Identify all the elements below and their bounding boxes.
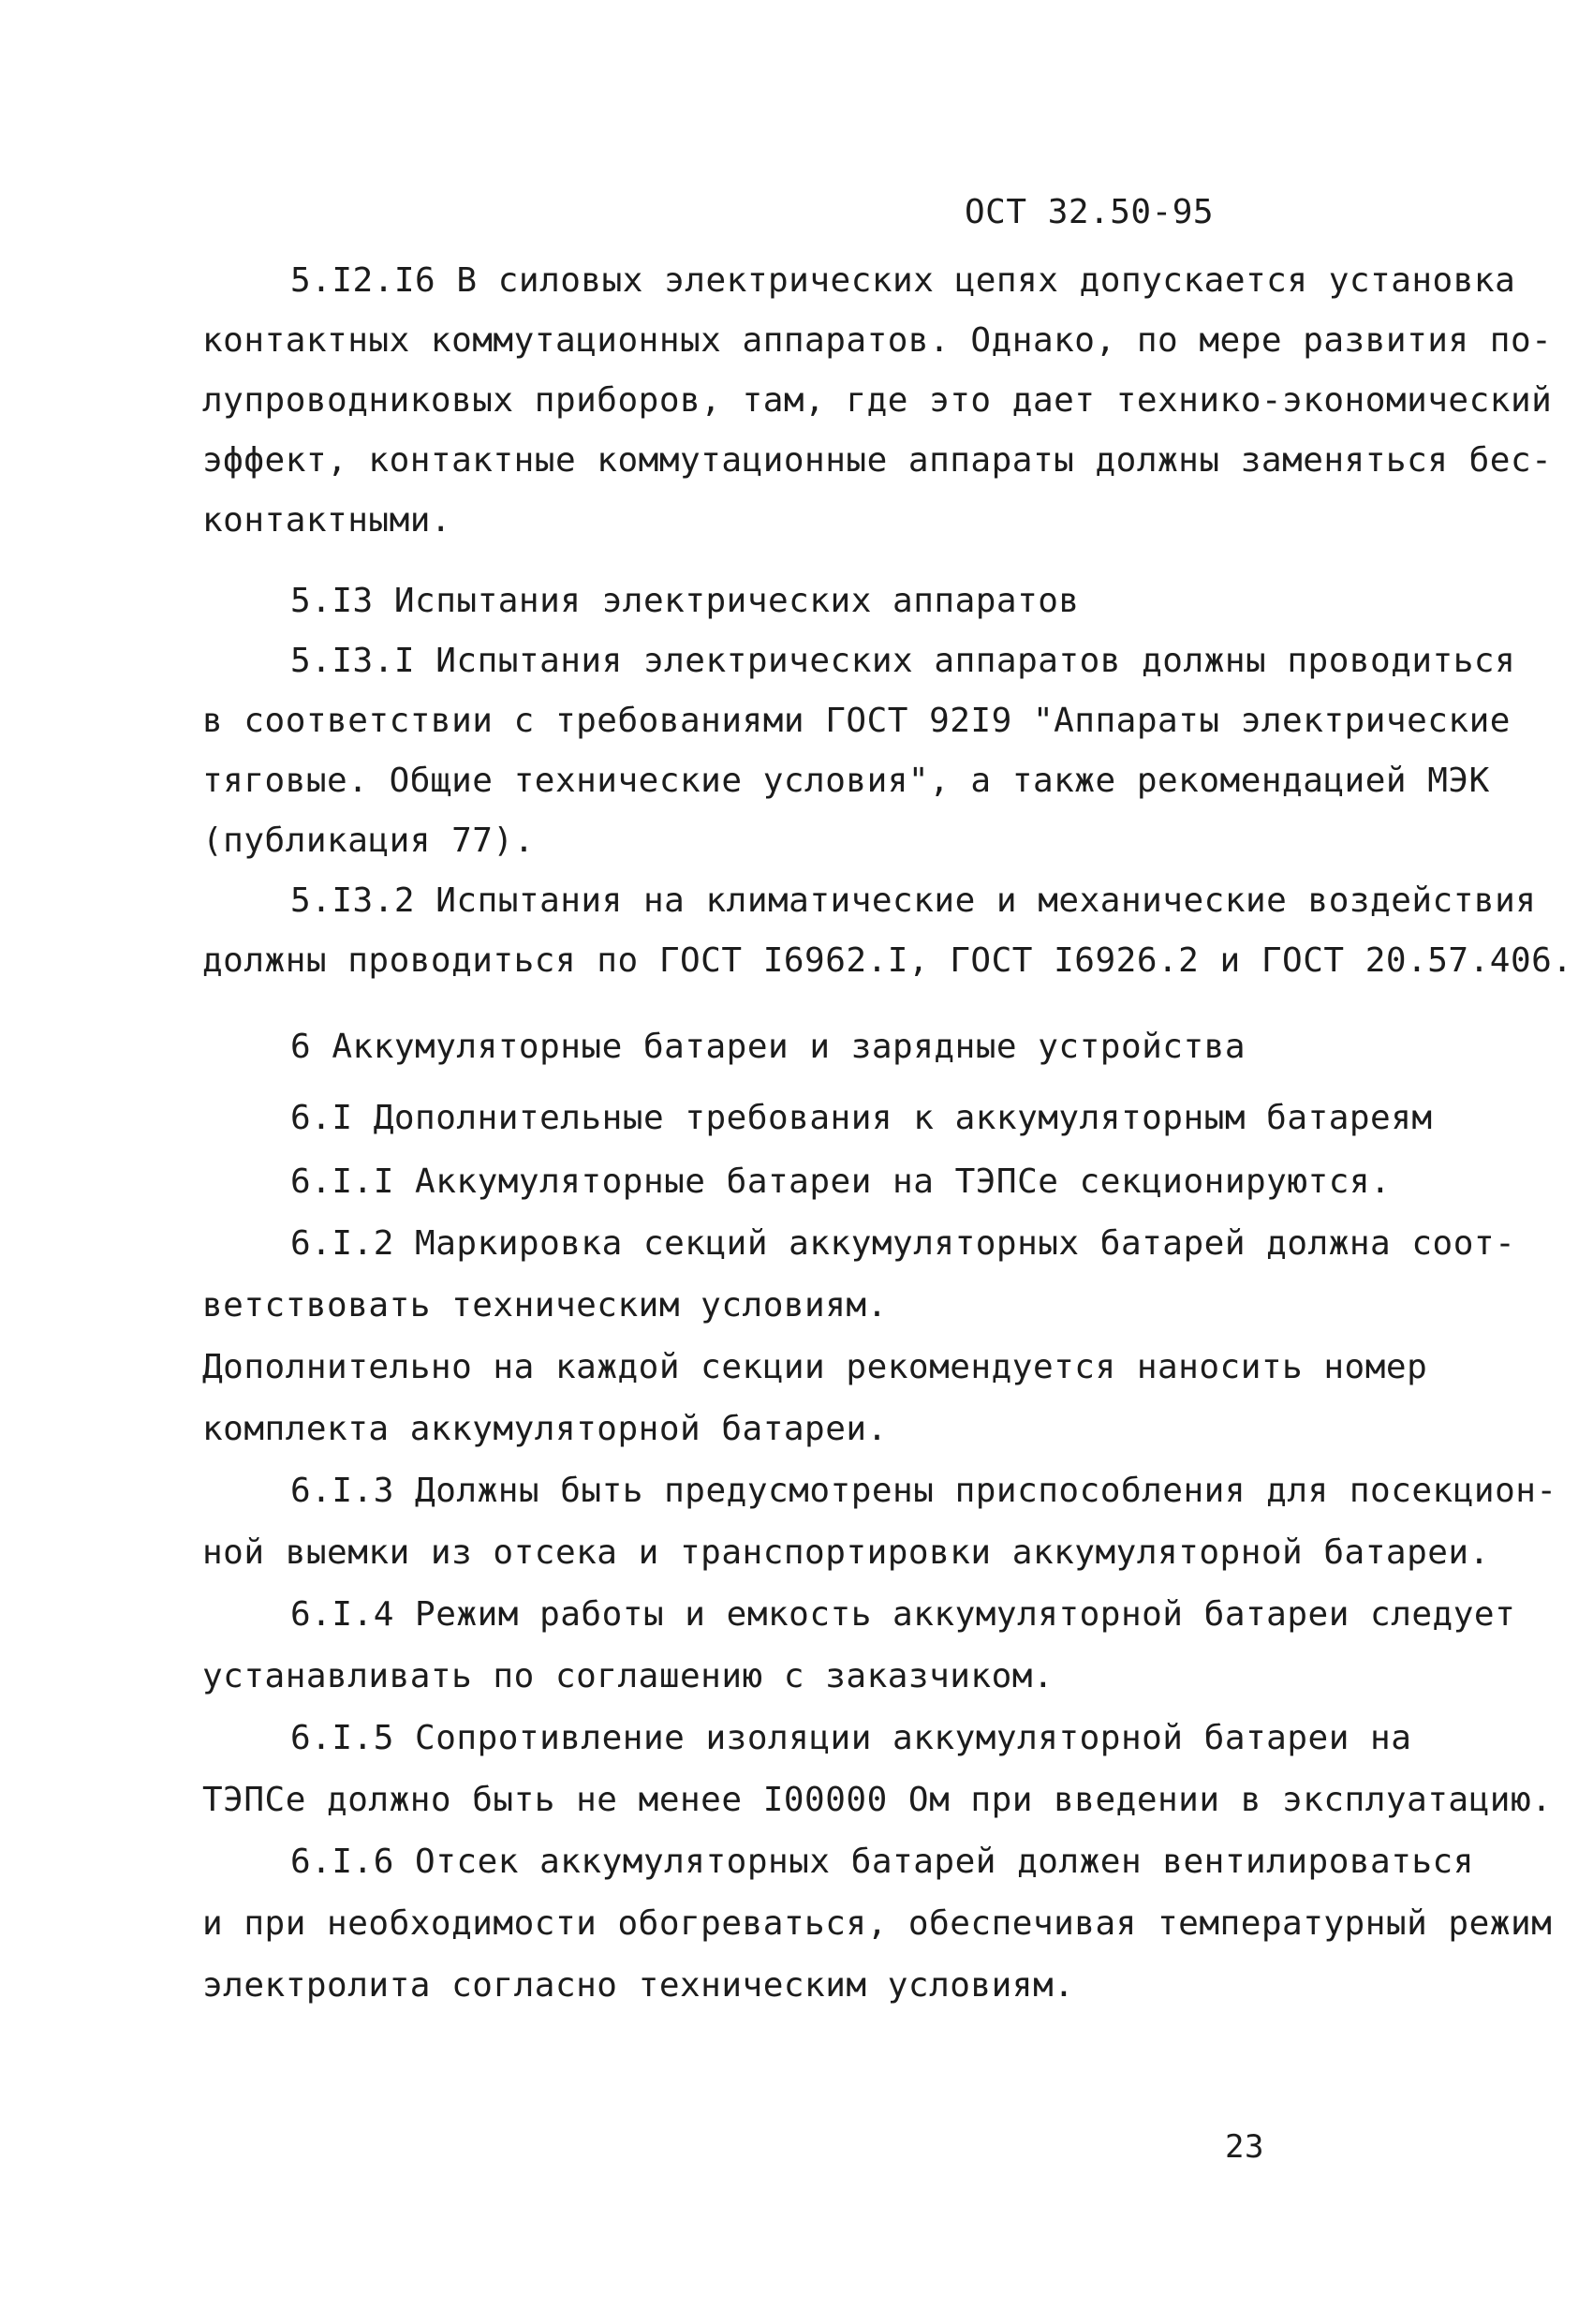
- text-line: (публикация 77).: [202, 822, 535, 860]
- text-line: должны проводиться по ГОСТ I6962.I, ГОСТ I6926.2 и ГОСТ 20.57.406.: [202, 941, 1573, 980]
- text-line: ной выемки из отсека и транспортировки аккумуляторной батареи.: [202, 1533, 1490, 1572]
- text-line: ТЭПСе должно быть не менее I00000 Ом при введении в эксплуатацию.: [202, 1781, 1553, 1819]
- text-line: контактных коммутационных аппаратов. Однако, по мере развития по-: [202, 321, 1553, 360]
- subsection-heading: 6.I Дополнительные требования к аккумуляторным батареям: [290, 1099, 1433, 1137]
- section-heading: 5.I3 Испытания электрических аппаратов: [290, 582, 1080, 620]
- document-header: ОСТ 32.50-95: [965, 193, 1215, 231]
- text-line: 6.I.I Аккумуляторные батареи на ТЭПСе секционируются.: [290, 1162, 1392, 1201]
- text-line: тяговые. Общие технические условия", а также рекомендацией МЭК: [202, 762, 1490, 800]
- text-line: 6.I.3 Должны быть предусмотрены приспособления для посекцион-: [290, 1472, 1557, 1510]
- text-line: 5.I2.I6 В силовых электрических цепях допускается установка: [290, 261, 1516, 300]
- text-line: контактными.: [202, 501, 452, 540]
- text-line: электролита согласно техническим условиям.: [202, 1966, 1075, 2005]
- text-line: устанавливать по соглашению с заказчиком.: [202, 1657, 1055, 1695]
- section-heading: 6 Аккумуляторные батареи и зарядные устройства: [290, 1028, 1246, 1066]
- text-line: и при необходимости обогреваться, обеспечивая температурный режим: [202, 1904, 1553, 1943]
- text-line: 6.I.5 Сопротивление изоляции аккумуляторной батареи на: [290, 1719, 1412, 1757]
- text-line: 6.I.2 Маркировка секций аккумуляторных батарей должна соот-: [290, 1224, 1516, 1263]
- text-line: 5.I3.2 Испытания на климатические и механические воздействия: [290, 881, 1537, 920]
- text-line: 6.I.4 Режим работы и емкость аккумуляторной батареи следует: [290, 1595, 1516, 1634]
- page-number: 23: [1225, 2128, 1264, 2166]
- text-line: лупроводниковых приборов, там, где это дает технико-экономический: [202, 381, 1553, 420]
- text-line: 5.I3.I Испытания электрических аппаратов должны проводиться: [290, 642, 1516, 680]
- text-line: 6.I.6 Отсек аккумуляторных батарей должен вентилироваться: [290, 1843, 1474, 1881]
- text-line: комплекта аккумуляторной батареи.: [202, 1410, 888, 1448]
- text-line: ветствовать техническим условиям.: [202, 1286, 888, 1325]
- text-line: в соответствии с требованиями ГОСТ 92I9 "Аппараты электрические: [202, 702, 1511, 740]
- text-line: эффект, контактные коммутационные аппараты должны заменяться бес-: [202, 441, 1553, 480]
- text-line: Дополнительно на каждой секции рекомендуется наносить номер: [202, 1348, 1428, 1386]
